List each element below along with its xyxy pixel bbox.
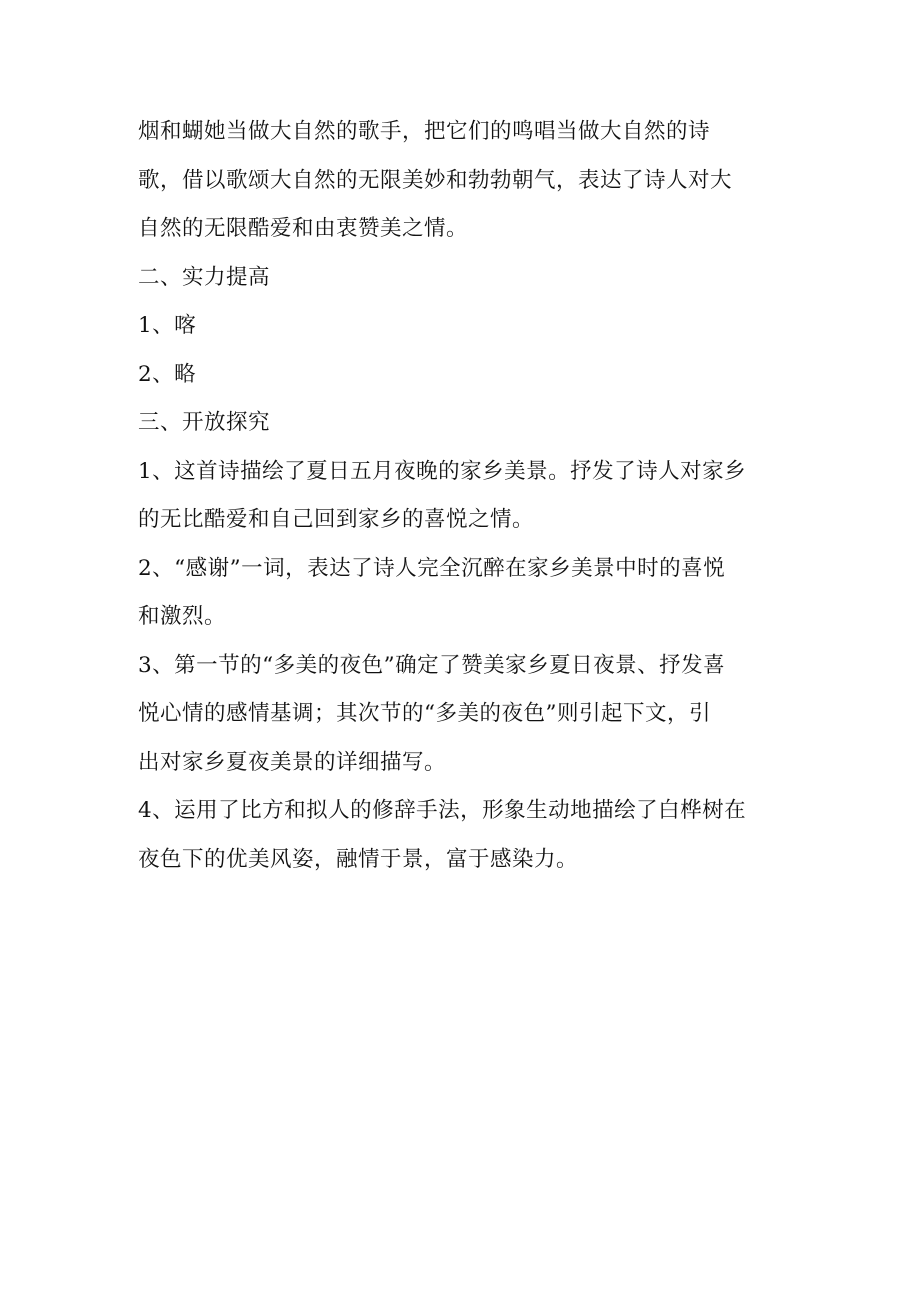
document-body <box>138 108 788 884</box>
answer-item: 4、运用了比方和拟人的修辞手法，形象生动地描绘了白桦树在 <box>138 798 747 823</box>
text-line: 烟和蝴她当做大自然的歌手，把它们的鸣唱当做大自然的诗 <box>138 119 711 144</box>
text-line: 悦心情的感情基调；其次节的“多美的夜色”则引起下文，引 <box>138 701 711 726</box>
text-line: 和激烈。 <box>138 604 227 629</box>
answer-item: 2、略 <box>138 361 197 387</box>
text-line: 歌，借以歌颂大自然的无限美妙和勃勃朝气，表达了诗人对大 <box>138 167 733 193</box>
section-heading: 三、开放探究 <box>138 410 271 435</box>
answer-item: 1、喀 <box>138 313 197 338</box>
text-line: 的无比酷爱和自己回到家乡的喜悦之情。 <box>138 507 535 532</box>
answer-item: 3、第一节的“多美的夜色”确定了赞美家乡夏日夜景、抒发喜 <box>138 652 726 678</box>
answer-item: 1、这首诗描绘了夏日五月夜晚的家乡美景。抒发了诗人对家乡 <box>138 458 747 484</box>
answer-item: 2、“感谢”一词，表达了诗人完全沉醉在家乡美景中时的喜悦 <box>138 555 726 581</box>
text-line: 出对家乡夏夜美景的详细描写。 <box>138 749 447 775</box>
section-heading: 二、实力提高 <box>138 264 271 290</box>
text-line: 自然的无限酷爱和由衷赞美之情。 <box>138 216 469 241</box>
text-line: 夜色下的优美风姿，融情于景，富于感染力。 <box>138 846 579 872</box>
